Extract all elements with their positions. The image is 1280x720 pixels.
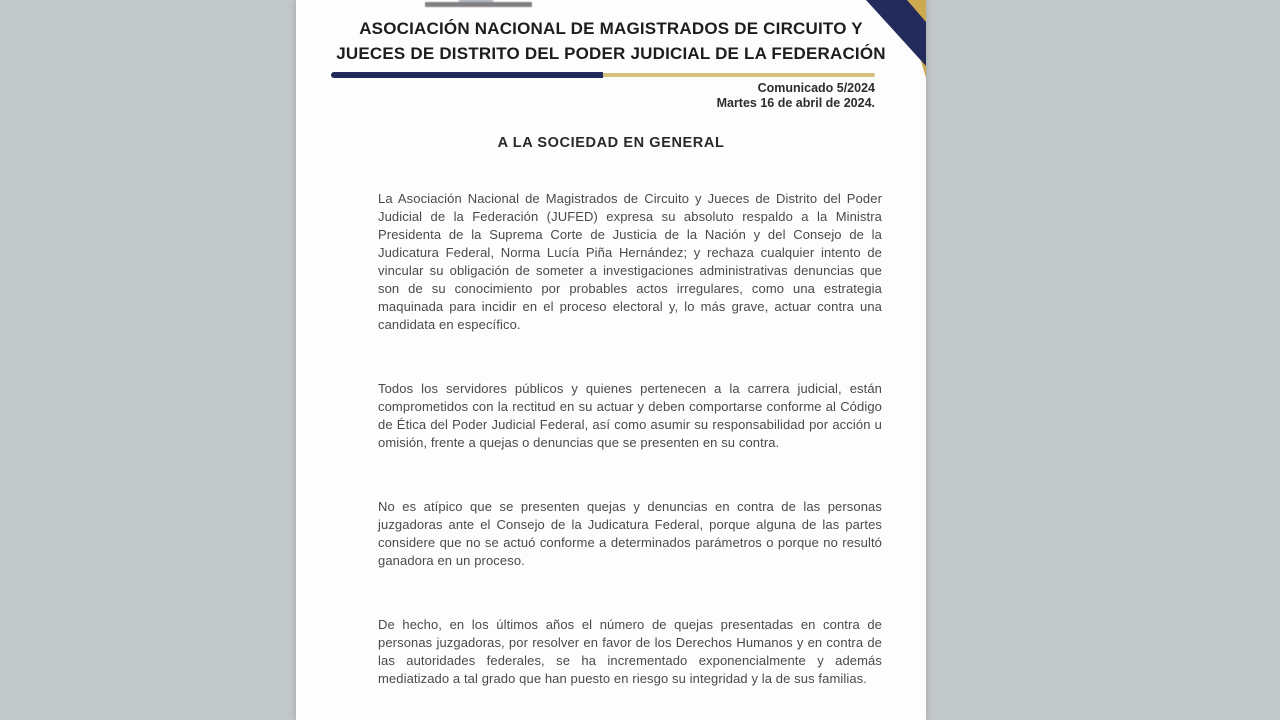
letterhead-title-line2: JUECES DE DISTRITO DEL PODER JUDICIAL DE LA FEDERACIÓN [336, 44, 886, 63]
salutation-heading: A LA SOCIEDAD EN GENERAL [497, 135, 725, 151]
corner-ribbon-decoration [866, 0, 926, 80]
document-paragraph-1: La Asociación Nacional de Magistrados de Circuito y Jueces de Distrito del Poder Judicial de la Federación (JUFED) expresa su absoluto respaldo a la Ministra Presidenta de la Suprema Corte de Justicia de la Nación y del Consejo de la Judicatura Federal, Norma Lucía Piña Hernández; y rechaza cualquier intento de vincular su obligación de someter a investigaciones administrativas denuncias que son de su conocimiento por probables actos irregulares, como una estrategia maquinada para incidir en el proceso electoral y, lo más grave, actuar contra una candidata en específico. [378, 191, 882, 332]
divider-navy-segment [331, 72, 603, 78]
letterhead-title [306, 16, 916, 66]
document-paragraph-3: No es atípico que se presenten quejas y denuncias en contra de las personas juzgadoras ante el Consejo de la Judicatura Federal, porque alguna de las partes considere que no se actuó conforme a determinados parámetros o porque no resultó ganadora en un proceso. [378, 499, 882, 568]
communique-date: Martes 16 de abril de 2024. [716, 96, 875, 110]
communique-meta [296, 81, 926, 111]
document-paragraph-2: Todos los servidores públicos y quienes pertenecen a la carrera judicial, están comprometidos con la rectitud en su actuar y deben comportarse conforme al Código de Ética del Poder Judicial Federal, así como asumir su responsabilidad por acción u omisión, frente a quejas o denuncias que se presenten en su contra. [378, 381, 882, 450]
communique-number: Comunicado 5/2024 [757, 81, 875, 95]
document-body [296, 190, 926, 688]
letterhead-title-line1: ASOCIACIÓN NACIONAL DE MAGISTRADOS DE CIRCUITO Y [359, 19, 863, 38]
header-divider [331, 72, 875, 78]
association-logo-fragment [425, 2, 532, 7]
document-page [296, 0, 926, 720]
divider-gold-segment [603, 73, 875, 77]
document-paragraph-4: De hecho, en los últimos años el número de quejas presentadas en contra de personas juzgadoras, por resolver en favor de los Derechos Humanos y en contra de las autoridades federales, se ha incrementado exponencialmente y además mediatizado a tal grado que han puesto en riesgo su integridad y la de sus familias. [378, 617, 882, 686]
